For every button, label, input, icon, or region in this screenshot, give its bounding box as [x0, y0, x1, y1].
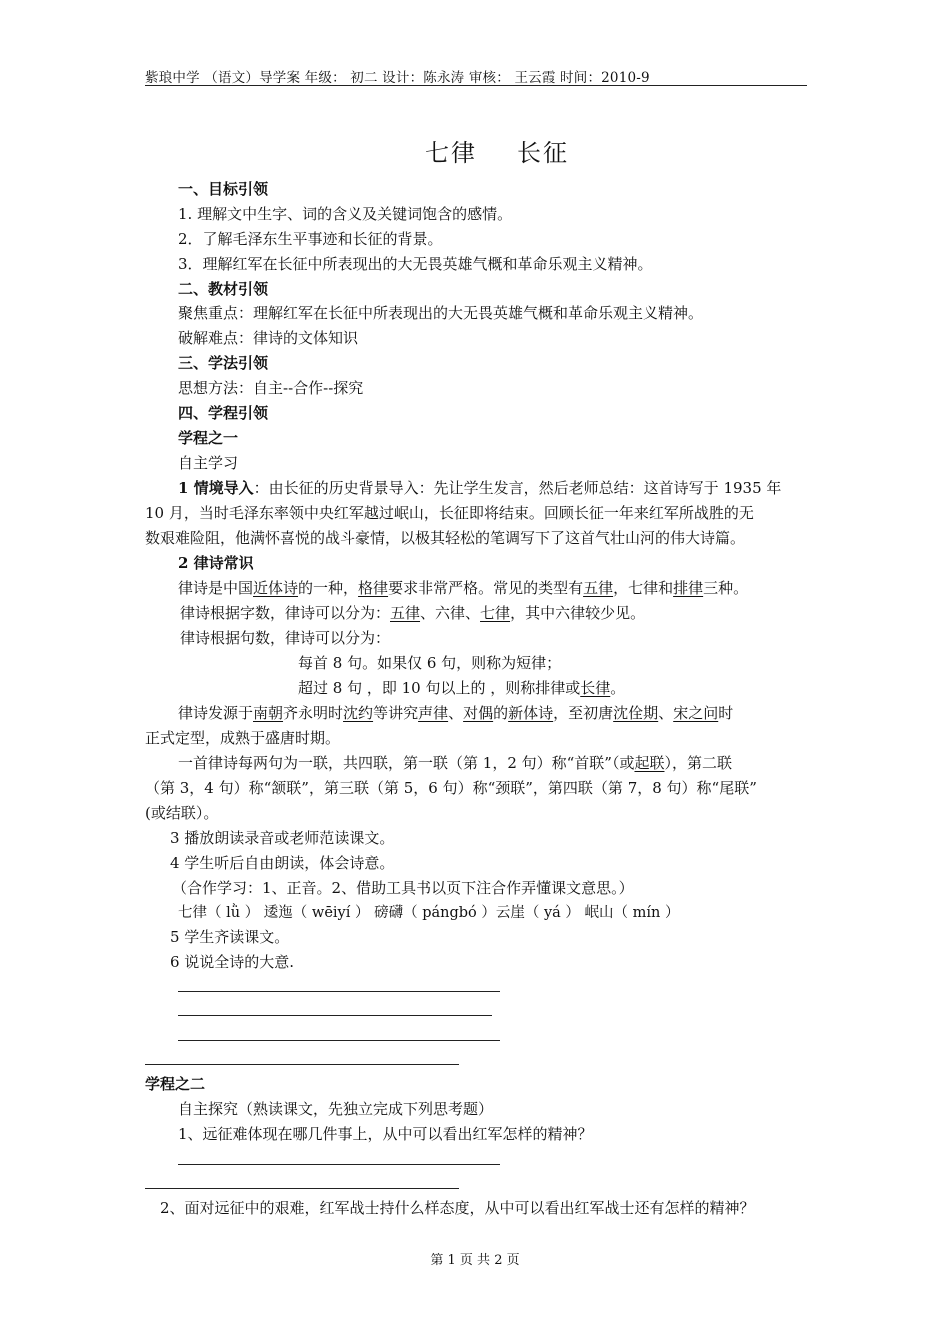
coop-note: （合作学习：1、正音。2、借助工具书以页下注合作弄懂课文意思。）: [172, 879, 634, 897]
knowledge-label: 2 律诗常识: [178, 554, 254, 572]
knowledge-line-9: （第 3，4 句）称“颔联”，第三联（第 5，6 句）称“颈联”，第四联（第 7，8 句）称“尾联”: [145, 779, 757, 797]
knowledge-line-5: 超过 8 句 ，即 10 句以上的 ，则称排律或长律。: [298, 679, 626, 697]
step-6: 6 说说全诗的大意.: [170, 953, 295, 971]
title-part1: 七律: [425, 139, 477, 167]
focus-text: 聚焦重点：理解红军在长征中所表现出的大无畏英雄气概和革命乐观主义精神。: [178, 304, 704, 322]
section-heading-material: 二、教材引领: [178, 280, 269, 298]
knowledge-line-1: 律诗是中国近体诗的一种，格律要求非常严格。常见的类型有五律，七律和排律三种。: [178, 579, 749, 597]
pinyin-line: 七律（ lǜ ） 逶迤（ wēiyí ） 磅礴（ pángbó ）云崖（ yá ） 岷山（ mín ）: [178, 905, 680, 921]
goal-item: 1. 理解文中生字、词的含义及关键词饱含的感情。: [178, 205, 513, 223]
answer-line: [145, 1064, 459, 1065]
section-heading-method: 三、学法引领: [178, 354, 269, 372]
part2-sub: 自主探究（熟读课文，先独立完成下列思考题）: [178, 1100, 494, 1118]
knowledge-line-3: 律诗根据句数，律诗可以分为：: [180, 629, 391, 647]
intro-line-2: 10 月，当时毛泽东率领中央红军越过岷山，长征即将结束。回顾长征一年来红军所战胜的无: [145, 504, 754, 522]
knowledge-line-2: 律诗根据字数，律诗可以分为：五律、六律、七律，其中六律较少见。: [180, 604, 646, 622]
page-title: [425, 133, 569, 168]
answer-line: [178, 1164, 500, 1165]
part2-heading: 学程之二: [145, 1075, 206, 1093]
header-rule: [145, 85, 807, 86]
knowledge-line-10: (或结联）。: [145, 804, 219, 822]
method-text: 思想方法：自主--合作--探究: [178, 379, 364, 397]
answer-line: [145, 1188, 459, 1189]
title-part2: 长征: [517, 139, 569, 167]
question-2: 2、面对远征中的艰难，红军战士持什么样态度，从中可以看出红军战士还有怎样的精神？: [160, 1199, 755, 1217]
question-1: 1、远征难体现在哪几件事上，从中可以看出红军怎样的精神？: [178, 1125, 593, 1143]
goal-item: 2．了解毛泽东生平事迹和长征的背景。: [178, 230, 443, 248]
section-heading-goals: 一、目标引领: [178, 180, 269, 198]
step-5: 5 学生齐读课文。: [170, 928, 290, 946]
part1-sub: 自主学习: [178, 454, 239, 472]
answer-line: [178, 1015, 492, 1016]
step-3: 3 播放朗读录音或老师范读课文。: [170, 829, 395, 847]
knowledge-line-6: 律诗发源于南朝齐永明时沈约等讲究声律、对偶的新体诗，至初唐沈佺期、宋之问时: [178, 704, 734, 722]
part1-heading: 学程之一: [178, 429, 239, 447]
section-heading-process: 四、学程引领: [178, 404, 269, 422]
intro-line-1: 1 情境导入：由长征的历史背景导入：先让学生发言，然后老师总结：这首诗写于 1935 年: [178, 479, 782, 497]
difficulty-text: 破解难点：律诗的文体知识: [178, 329, 359, 347]
answer-line: [178, 1040, 500, 1041]
knowledge-line-4: 每首 8 句。如果仅 6 句，则称为短律；: [298, 654, 562, 672]
page-footer: 第 1 页 共 2 页: [430, 1253, 520, 1268]
intro-line-3: 数艰难险阻，他满怀喜悦的战斗豪情，以极其轻松的笔调写下了这首气壮山河的伟大诗篇。: [145, 529, 746, 547]
goal-item: 3．理解红军在长征中所表现出的大无畏英雄气概和革命乐观主义精神。: [178, 255, 653, 273]
step-4: 4 学生听后自由朗读，体会诗意。: [170, 854, 395, 872]
page-header: 紫琅中学 （语文）导学案 年级： 初二 设计：陈永涛 审核： 王云霞 时间：2010-9: [145, 70, 650, 86]
answer-line: [178, 991, 500, 992]
knowledge-line-7: 正式定型，成熟于盛唐时期。: [145, 729, 341, 747]
intro-label: 1 情境导入: [178, 479, 254, 497]
knowledge-line-8: 一首律诗每两句为一联，共四联，第一联（第 1，2 句）称“首联”（或起联），第二联: [178, 754, 732, 772]
